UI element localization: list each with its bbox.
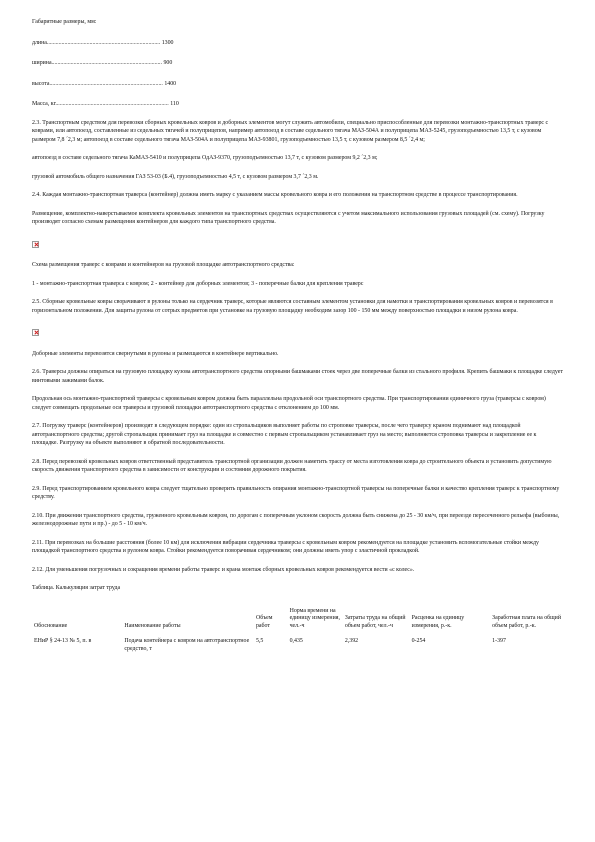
paragraph-dobor: Доборные элементы перевозятся свернутыми в рулоны и размещаются в контейнере вертикально. xyxy=(32,350,279,357)
broken-image-icon xyxy=(32,329,39,336)
table-cell: ЕНиР § 24-13 № 5, п. в xyxy=(34,638,92,644)
table-row xyxy=(32,631,563,654)
paragraph-2-10: 2.10. При движении транспортного средства, груженного кровельным ковром, по дорогам с поперечным уклоном скорость должна быть снижена до 25 - 30 км/ч, при переезде пересеченного рельефа (выбоины, железнодорожные пути и пр.) - до 5 - 10 км/ч. xyxy=(32,512,560,527)
table-header-cell: Объем работ xyxy=(255,615,273,629)
paragraph-2-12: 2.12. Для уменьшения погрузочных и сокращения времени работы траверс и крана монтаж сборных кровельных ковров рекомендуется вести «с колес». xyxy=(32,566,415,573)
table-header-cell: Расценка на единицу измерения, р.-к. xyxy=(411,615,465,629)
table-title: Таблица. Калькуляция затрат труда xyxy=(32,585,121,591)
paragraph-2-6: 2.6. Траверсы должны опираться на грузовую площадку кузова автотранспортного средства опорными башмаками стоек через две поперечные балки из стального профиля. Крепить башмаки к площадке следует винтовыми зажимами балок. xyxy=(32,369,563,384)
table-header-cell: Норма времени на единицу измерения, чел.-ч xyxy=(289,607,340,629)
paragraph-2-3-kamaz: автопоезд в составе седельного тягача КаМАЗ-5410 и полуприцепа ОдАЗ-9370, грузоподъемностью 13,7 т, с кузовом размером 9,2 ´2,3 м; xyxy=(32,155,378,161)
table-header-cell: Наименование работы xyxy=(124,622,181,629)
table-header-cell: Затраты труда на общий объем работ, чел.-ч xyxy=(344,615,406,629)
second-image-placeholder xyxy=(32,329,563,340)
paragraph-2-4-placement: Размещение, комплектно-наверстываемое комплекта кровельных элементов на транспортных средствах осуществляются с учетом максимального использования грузовых площадей (см. схему). Погрузку производят согласно схемам размещения контейнеров для каждого типа транспортного средства. xyxy=(32,210,545,225)
paragraph-2-6-axis: Продольная ось монтажно-транспортной траверсы с кровельным ковром должна быть параллельна продольной оси транспортного средства. При транспортировании единичного груза (траверсы с ковром) следует совмещать продольные оси траверсы и грузовой площадки автотранспортного средства с отклонением до 100 мм. xyxy=(32,396,546,411)
table-cell: 0-254 xyxy=(411,638,426,644)
paragraph-2-5: 2.5. Сборные кровельные ковры сворачивают в рулоны только на сердечник траверс, которые являются составным элементом установки для намотки и транспортирования кровельных ковров и перевозятся в горизонтальном положении. Для защиты рулона от сотрых предметов при установке на грузовую площадку необходим зазор 100 - 150 мм между поверхностью площадки и низом рулона ковра. xyxy=(32,299,553,314)
broken-image-icon xyxy=(32,241,39,248)
table-header-cell: Заработная плата на общий объем работ, р.-к. xyxy=(492,615,561,629)
dimensions-heading: Габаритные размеры, мм: xyxy=(32,19,97,25)
paragraph-2-7: 2.7. Погрузку траверс (контейнеров) производят в следующем порядке: один из стропальщиков выполняет работы по строповке траверсы, после чего траверсу краном поднимают над площадкой автотранспортного средства; другой стропальщик принимает груз на площадке и совместно с первым стропальщиком устанавливает груз на место; выполняется строповка траверсы и закрепление ее к площадке. Разгрузку на объекте выполняют в обратной последовательности. xyxy=(32,423,537,446)
scheme-image-placeholder xyxy=(32,241,563,252)
paragraph-2-3: 2.3. Транспортным средством для перевозки сборных кровельных ковров и доборных элементов могут служить автомобили, специально приспособленные для перевозки монтажно-транспортных траверс с коврами, или автопоезд, составленные из седельных тягачей и полуприцепов, например автопоезд в составе седельного тягача МАЗ-504А и полуприцепа МАЗ-5245, грузоподъемностью 13,5 т, с кузовом размером 7,8 ´2,3 м; автопоезд в составе седельного тягача МАЗ-504А и полуприцепа МАЗ-93801, грузоподъемностью 13,5 т, с кузовом размером 8,5 ´2,4 м; xyxy=(32,119,549,143)
paragraph-2-8: 2.8. Перед перевозкой кровельных ковров ответственный представитель транспортной организации должен наметить трассу от места изготовления ковра до строительного объекта и установить допустимую скорость движения транспортного средства в зависимости от конструкции и состояния дорожного покрытия. xyxy=(32,458,552,473)
dimension-width: ширина........................................................................... 900 xyxy=(32,60,173,66)
table-cell: Подача контейнера с ковром на автотранспортное средство, т xyxy=(124,638,250,652)
table-cell: 5,5 xyxy=(255,638,264,644)
table-cell: 0,435 xyxy=(289,638,303,644)
dimension-height: высота............................................................................. 1400 xyxy=(32,80,177,87)
dimension-length: длина............................................................................. 1300 xyxy=(32,39,174,46)
table-header-cell: Обоснование xyxy=(34,622,68,629)
table-cell: 1-397 xyxy=(492,638,506,644)
dimension-mass: Масса, кг............................................................................. 110 xyxy=(32,101,179,107)
scheme-caption: Схема размещения траверс с коврами и контейнеров на грузовой площадке автотранспортного средства: xyxy=(32,262,295,268)
paragraph-2-4: 2.4. Каждая монтажно-транспортная траверса (контейнер) должна иметь марку с указанием массы кровельного ковра и его положения на транспортном средстве в процессе транспортирования. xyxy=(32,192,518,198)
paragraph-2-3-gaz: грузовой автомобиль общего назначения ГАЗ 53-03 (Б.4), грузоподъемностью 4,5 т, с кузовом размером 3,7 ´2,3 м. xyxy=(32,173,319,180)
labor-cost-table xyxy=(32,607,563,655)
scheme-legend: 1 - монтажно-транспортная траверса с ковром; 2 - контейнер для доборных элементов; 3 - поперечные балки для крепления траверс xyxy=(32,280,364,287)
paragraph-2-9: 2.9. Перед транспортированием кровельного ковра следует тщательно проверить правильность опирания монтажно-транспортной траверсы на поперечные балки и качество крепления траверс к транспортному средству. xyxy=(32,485,560,500)
table-header-row xyxy=(32,607,563,632)
table-cell: 2,392 xyxy=(344,638,359,644)
paragraph-2-11: 2.11. При перевозках на большие расстояния (более 10 км) для исключения вибрации сердечника траверсы с кровельным ковром рекомендуется на площадке установить вспомогательные стойки между площадкой транспортного средства и рулоном ковра. Стойки рекомендуется поворачивая сердечником; они должны иметь упор с эластичной прокладкой. xyxy=(32,539,539,554)
